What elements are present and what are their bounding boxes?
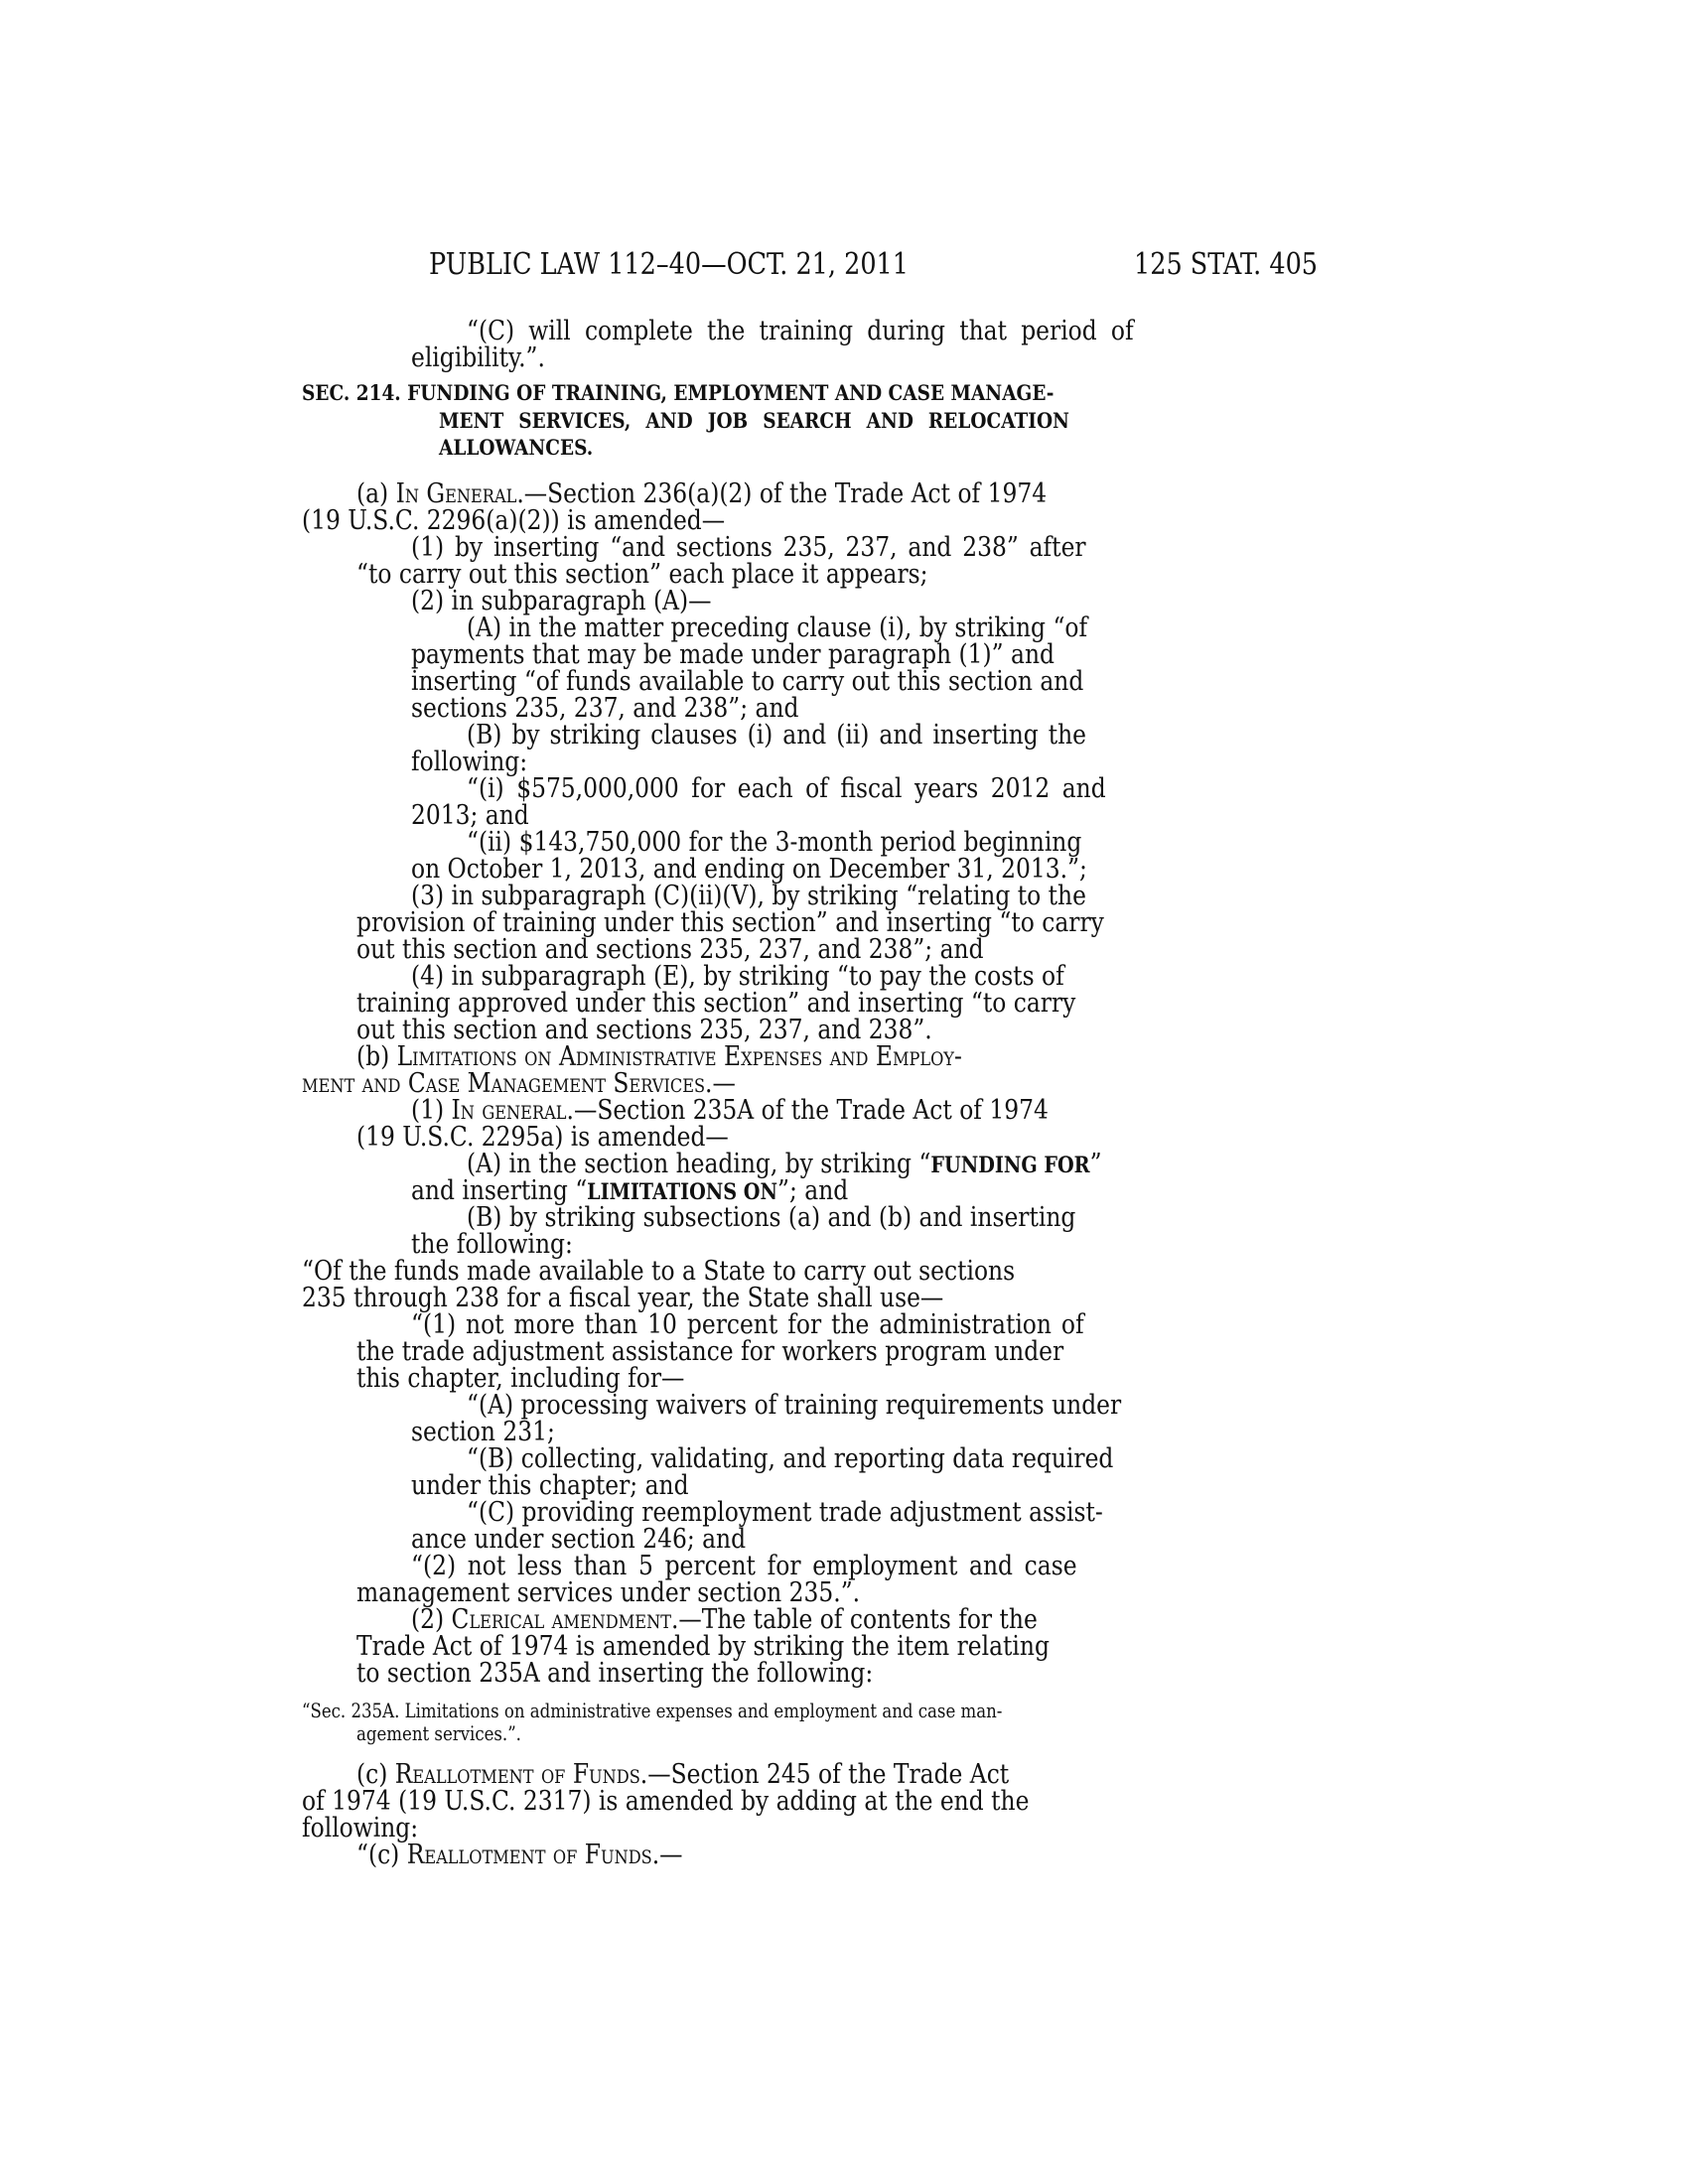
text-line: (A) in the matter preceding clause (i), by striking “of: [467, 612, 1088, 643]
text-line: “(2) not less than 5 percent for employment and case: [411, 1550, 1077, 1581]
text-line: ance under section 246; and: [411, 1523, 747, 1555]
text-line: “(C) providing reemployment trade adjustment assist-: [467, 1496, 1103, 1528]
bold-caps-span: LIMITATIONS ON: [587, 1179, 778, 1205]
text-line: (19 U.S.C. 2296(a)(2)) is amended—: [302, 504, 726, 536]
text-line: of 1974 (19 U.S.C. 2317) is amended by adding at the end the: [302, 1785, 1030, 1817]
bold-caps-span: FUNDING FOR: [930, 1153, 1090, 1178]
table-of-contents-entry-cont: agement services.”.: [356, 1722, 521, 1745]
subsection-title: In General: [395, 478, 517, 509]
paragraph-text: .—Section 235A of the Trade Act of 1974: [566, 1094, 1049, 1126]
subsection-label: (a): [356, 478, 389, 509]
subsection-label: (c): [356, 1758, 388, 1790]
text-span: ”: [1089, 1148, 1102, 1179]
text-span: ”; and: [777, 1174, 849, 1206]
subsection-title: Reallotment of Funds: [394, 1758, 640, 1790]
text-line: (B) by striking clauses (i) and (ii) and inserting the: [467, 719, 1087, 751]
text-line: payments that may be made under paragraph (1)” and: [411, 638, 1055, 670]
text-line: provision of training under this section” and inserting “to carry: [356, 906, 1104, 938]
paragraph-b2-heading: [411, 1605, 1038, 1633]
text-line: management services under section 235.”.: [356, 1576, 861, 1608]
paragraph-b1-heading: [411, 1096, 1049, 1124]
text-line: following:: [411, 746, 528, 777]
paragraph-text: .—The table of contents for the: [670, 1603, 1038, 1635]
text-line: “to carry out this section” each place it appears;: [356, 558, 928, 590]
subsection-text: .—Section 245 of the Trade Act: [639, 1758, 1010, 1790]
text-line: sections 235, 237, and 238”; and: [411, 692, 799, 724]
text-line: Trade Act of 1974 is amended by striking the item relating: [356, 1630, 1050, 1662]
text-line: (B) by striking subsections (a) and (b) and inserting: [467, 1201, 1076, 1233]
text-line: (4) in subparagraph (E), by striking “to pay the costs of: [411, 960, 1064, 992]
text-line: on October 1, 2013, and ending on December 31, 2013.”;: [411, 853, 1087, 885]
text-line: “(B) collecting, validating, and reporting data required: [467, 1442, 1114, 1474]
section-heading-line-2: MENT SERVICES, AND JOB SEARCH AND RELOCATION: [439, 409, 1069, 434]
subsection-title: Limitations on Administrative Expenses and Employ-: [396, 1040, 962, 1072]
subsection-b-heading: [356, 1042, 962, 1070]
section-heading-line-1: SEC. 214. FUNDING OF TRAINING, EMPLOYMENT AND CASE MANAGE-: [302, 381, 1055, 406]
subsection-title: Reallotment of Funds: [406, 1839, 652, 1870]
subsection-a-heading: [356, 479, 1047, 507]
text-line: eligibility.”.: [411, 341, 545, 373]
text-line: under this chapter; and: [411, 1469, 689, 1501]
paragraph-title: In general: [451, 1094, 567, 1126]
text-line: following:: [302, 1812, 419, 1843]
text-line: (1) by inserting “and sections 235, 237, and 238” after: [411, 531, 1086, 563]
running-header-stat-page: 125 STAT. 405: [1134, 247, 1319, 282]
paragraph-label: (2): [411, 1603, 445, 1635]
subsection-text: .—Section 236(a)(2) of the Trade Act of 1974: [516, 478, 1048, 509]
text-line: “(C) will complete the training during that period of: [467, 315, 1134, 346]
subsection-c-heading: [356, 1760, 1009, 1788]
section-heading-line-3: ALLOWANCES.: [439, 436, 594, 461]
running-header-title: PUBLIC LAW 112–40—OCT. 21, 2011: [429, 247, 910, 282]
text-line: “(A) processing waivers of training requirements under: [467, 1389, 1122, 1421]
text-line: (3) in subparagraph (C)(ii)(V), by striking “relating to the: [411, 880, 1086, 911]
text-line: “(ii) $143,750,000 for the 3-month period beginning: [467, 826, 1082, 858]
text-span: (A) in the section heading, by striking “: [467, 1148, 931, 1179]
subsection-label: (b): [356, 1040, 390, 1072]
text-line: this chapter, including for—: [356, 1362, 685, 1394]
text-line: (19 U.S.C. 2295a) is amended—: [356, 1121, 729, 1153]
text-line: out this section and sections 235, 237, and 238”; and: [356, 933, 984, 965]
text-line: 235 through 238 for a fiscal year, the State shall use—: [302, 1282, 944, 1313]
text-line: training approved under this section” and inserting “to carry: [356, 987, 1076, 1019]
text-line: section 231;: [411, 1416, 555, 1447]
subsection-text: .—: [705, 1067, 736, 1099]
text-line: “(1) not more than 10 percent for the administration of: [411, 1308, 1084, 1340]
text-line: out this section and sections 235, 237, and 238”.: [356, 1014, 932, 1045]
text-line: the trade adjustment assistance for workers program under: [356, 1335, 1064, 1367]
subsection-title: ment and Case Management Services: [302, 1067, 706, 1099]
table-of-contents-entry: “Sec. 235A. Limitations on administrative expenses and employment and case man-: [302, 1700, 1003, 1722]
paragraph-label: (1): [411, 1094, 445, 1126]
text-span: “(c): [356, 1839, 407, 1870]
text-span: .—: [651, 1839, 683, 1870]
text-line: (2) in subparagraph (A)—: [411, 585, 712, 616]
text-line: 2013; and: [411, 799, 529, 831]
text-line: to section 235A and inserting the following:: [356, 1657, 874, 1689]
paragraph-title: Clerical amendment: [451, 1603, 671, 1635]
subsection-b-heading-cont: [302, 1069, 736, 1097]
text-line: inserting “of funds available to carry out this section and: [411, 665, 1084, 697]
text-line: “Of the funds made available to a State to carry out sections: [302, 1255, 1016, 1287]
text-line: “(i) $575,000,000 for each of fiscal years 2012 and: [467, 772, 1106, 804]
text-line: the following:: [411, 1228, 573, 1260]
text-span: and inserting “: [411, 1174, 588, 1206]
quoted-subsection-heading: [356, 1841, 683, 1868]
